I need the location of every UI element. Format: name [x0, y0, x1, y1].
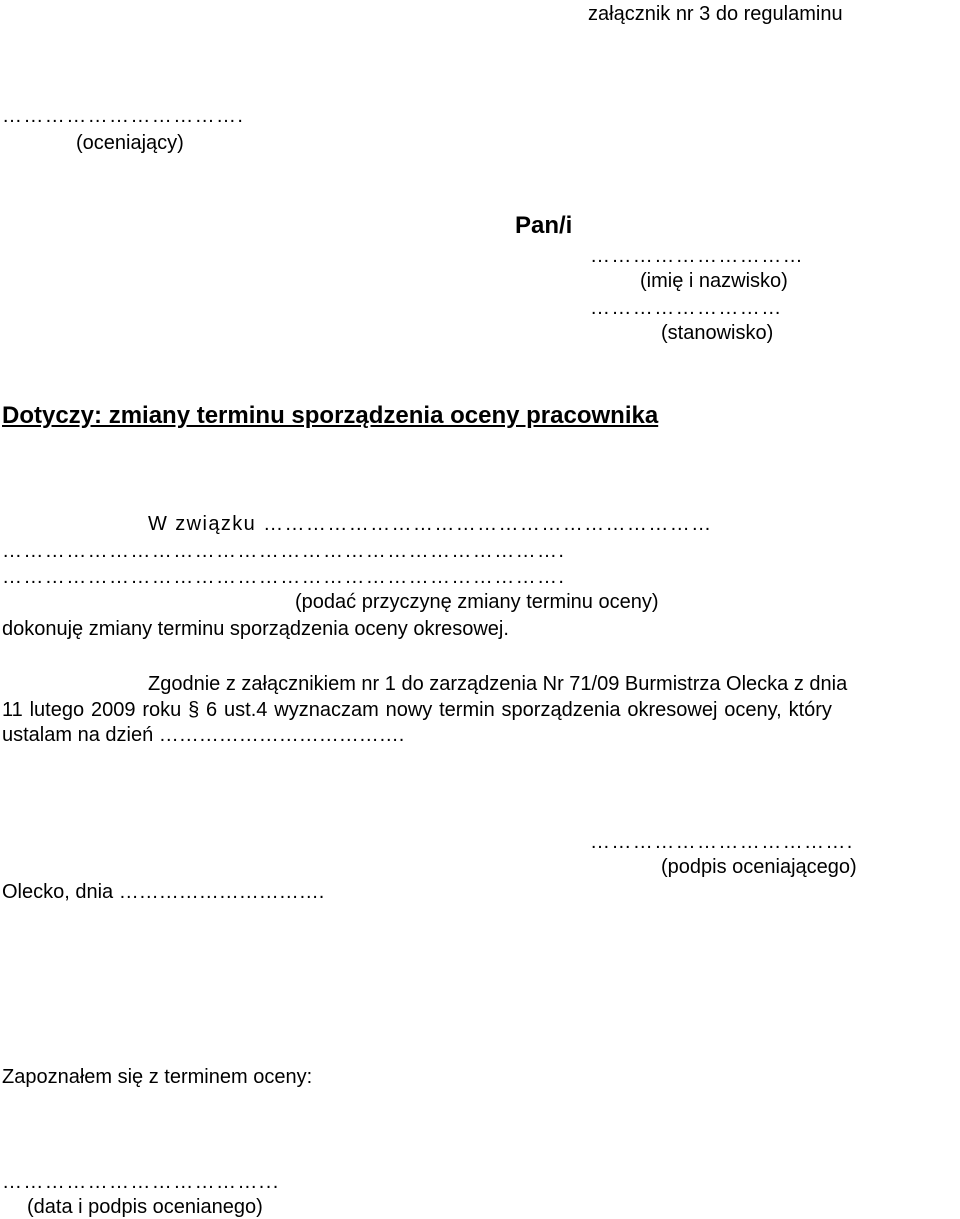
recipient-name-dots: ………………………… — [590, 245, 804, 267]
decision-text-line3: ustalam na dzień ………………………………. — [2, 724, 405, 746]
reason-intro: W związku ……………………………………………………… — [148, 513, 713, 535]
evaluator-signature-label: (podpis oceniającego) — [661, 856, 857, 878]
recipient-position-dots: ……………………… — [590, 297, 783, 319]
acknowledgement-dots: ………………………………... — [2, 1171, 280, 1193]
decision-text-line1: Zgodnie z załącznikiem nr 1 do zarządzenia Nr 71/09 Burmistrza Olecka z dnia — [148, 673, 848, 695]
recipient-name-label: (imię i nazwisko) — [640, 270, 788, 292]
evaluator-dots: ……………………………. — [2, 105, 245, 127]
acknowledgement-label: Zapoznałem się z terminem oceny: — [2, 1066, 313, 1088]
reason-dots-line2: ……………………………………………………………………. — [2, 566, 566, 588]
salutation: Pan/i — [515, 212, 573, 239]
reason-label: (podać przyczynę zmiany terminu oceny) — [295, 591, 659, 613]
reason-conclusion: dokonuję zmiany terminu sporządzenia oceny okresowej. — [2, 618, 509, 640]
place-date: Olecko, dnia …………………………. — [2, 881, 325, 903]
recipient-position-label: (stanowisko) — [661, 322, 774, 344]
subject-heading: Dotyczy: zmiany terminu sporządzenia oceny pracownika — [2, 402, 659, 429]
evaluator-label: (oceniający) — [76, 132, 184, 154]
acknowledgement-sign-label: (data i podpis ocenianego) — [27, 1196, 263, 1218]
decision-text-line2: 11 lutego 2009 roku § 6 ust.4 wyznaczam nowy termin sporządzenia okresowej oceny, który — [2, 699, 832, 721]
attachment-note: załącznik nr 3 do regulaminu — [588, 3, 843, 25]
evaluator-signature-dots: ………………………………. — [590, 831, 854, 853]
reason-dots-line1: ……………………………………………………………………. — [2, 540, 566, 562]
